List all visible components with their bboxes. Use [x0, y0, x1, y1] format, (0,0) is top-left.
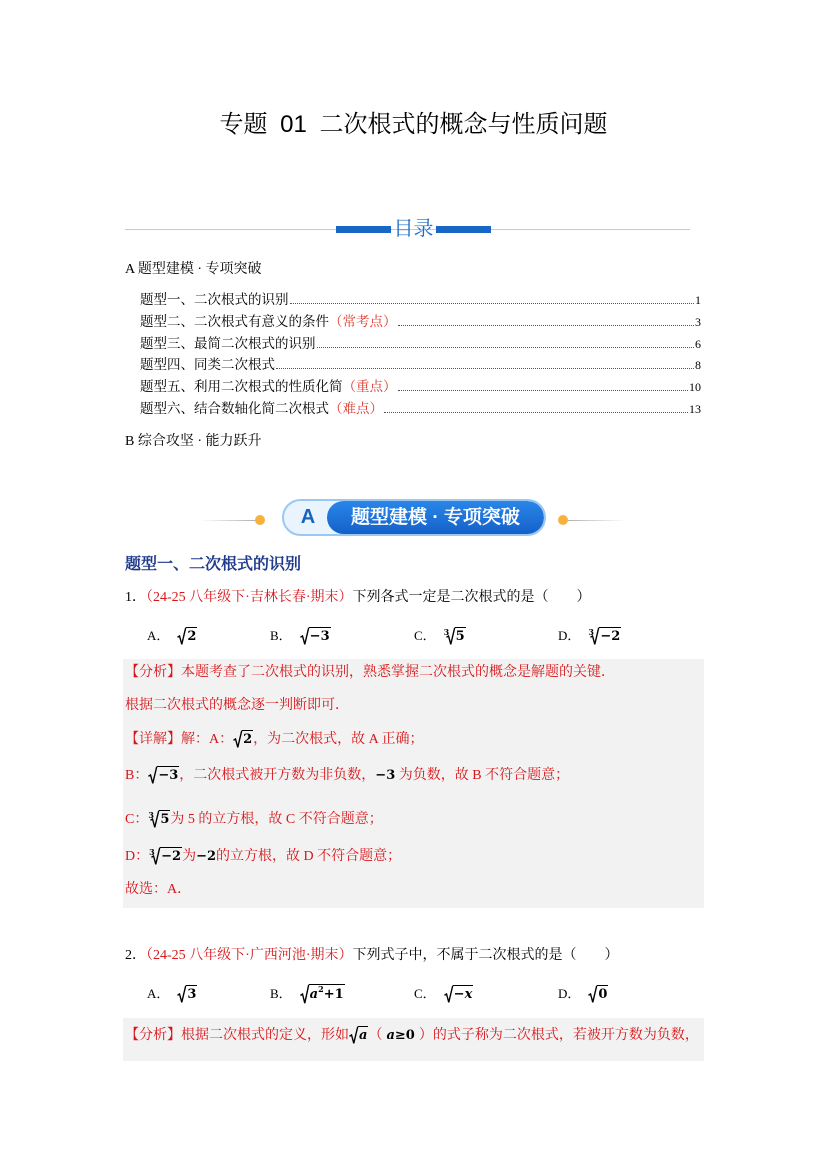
- toc-leader: [398, 325, 695, 326]
- toc-item-label: 题型四、同类二次根式: [140, 357, 275, 373]
- option-b: [270, 624, 331, 648]
- toc-item-6[interactable]: [140, 398, 701, 420]
- detail-step-c: [125, 810, 383, 830]
- banner-line-right: [568, 520, 626, 521]
- radicand-tail: +1: [323, 987, 344, 1002]
- radicand: −2: [600, 629, 621, 644]
- radical-sign-icon: [177, 627, 186, 645]
- square-root-expression: [177, 985, 197, 1003]
- toc-item-tag: （难点）: [329, 400, 383, 416]
- banner-letter: A: [300, 506, 316, 528]
- square-root-expression: [444, 985, 474, 1003]
- toc-leader: [290, 303, 695, 304]
- radical-sign-icon: [443, 627, 455, 645]
- toc-section-b[interactable]: B 综合攻坚 · 能力跃升: [125, 434, 262, 449]
- option-letter: A．: [147, 628, 170, 643]
- toc-item-label: 题型五、利用二次根式的性质化简: [140, 379, 343, 395]
- banner-text: 题型建模 · 专项突破: [351, 507, 520, 528]
- radicand: −3: [158, 768, 179, 783]
- root-index: 3: [149, 847, 155, 857]
- question-source: （24-25 八年级下·吉林长春·期末）: [146, 590, 353, 605]
- cube-root-expression: [149, 847, 182, 865]
- square-root-expression: [148, 766, 179, 784]
- radical-sign-icon: [444, 985, 453, 1003]
- radical-sign-icon: [300, 627, 309, 645]
- option-letter: B．: [270, 986, 292, 1001]
- radicand: 2: [187, 629, 197, 644]
- toc-item-label: 题型二、二次根式有意义的条件: [140, 313, 329, 329]
- toc-item-3[interactable]: [140, 333, 701, 355]
- math-variable: a: [309, 987, 319, 1002]
- toc-leader: [276, 368, 694, 369]
- answer-line: 故选：A．: [125, 882, 192, 897]
- step-tail: 的立方根，故 D 不符合题意；: [216, 849, 402, 864]
- toc-list: [140, 289, 701, 420]
- cube-root-expression: [148, 810, 170, 828]
- toc-item-page: 3: [695, 314, 701, 329]
- toc-item-tag: （常考点）: [329, 313, 397, 329]
- square-root-expression: [233, 730, 253, 748]
- radicand: 5: [160, 812, 170, 827]
- radical-sign-icon: [588, 985, 597, 1003]
- analysis-tag: 【分析】: [125, 1028, 181, 1043]
- step-lead: D：: [125, 849, 150, 864]
- question-number: 1．: [125, 590, 146, 605]
- option-letter: A．: [147, 986, 170, 1001]
- option-letter: C．: [414, 986, 436, 1001]
- radicand: 3: [187, 987, 197, 1002]
- detail-step-b: [125, 766, 569, 786]
- solution-box-2: [123, 1018, 704, 1061]
- step-tail: ，为二次根式，故 A 正确；: [253, 732, 424, 747]
- banner-dot-left: [255, 515, 265, 525]
- cube-root-expression: [588, 627, 621, 645]
- root-index: 3: [588, 627, 594, 637]
- toc-header: [125, 213, 690, 245]
- detail-tag: 【详解】: [125, 732, 181, 747]
- toc-heading: 目录: [393, 218, 434, 240]
- radicand: 2: [243, 732, 253, 747]
- toc-leader: [317, 347, 695, 348]
- radical-sign-icon: [300, 984, 309, 1004]
- toc-item-4[interactable]: [140, 354, 701, 376]
- page-title: 专题 01 二次根式的概念与性质问题: [219, 111, 608, 138]
- question-source: （24-25 八年级下·广西河池·期末）: [146, 948, 353, 963]
- toc-bar-right: [436, 226, 491, 233]
- root-index: 3: [443, 627, 450, 637]
- radicand: [358, 1026, 368, 1044]
- condition-close: ）: [418, 1028, 433, 1043]
- condition-open: （: [368, 1028, 383, 1043]
- radical-sign-icon: [151, 847, 160, 865]
- toc-item-page: 10: [689, 380, 701, 395]
- analysis-lead: 根据二次根式的定义，形如: [181, 1028, 349, 1043]
- detail-step-a: [125, 730, 424, 750]
- solution-box-1: [123, 659, 704, 908]
- option-c: [414, 982, 473, 1006]
- question-2-stem: [125, 946, 619, 966]
- radicand: −2: [161, 849, 182, 864]
- toc-leader: [398, 390, 689, 391]
- option-d: [558, 982, 608, 1006]
- toc-item-5[interactable]: [140, 376, 701, 398]
- question-text: 下列式子中，不属于二次根式的是（ ）: [352, 948, 619, 963]
- math-value: −2: [196, 849, 217, 864]
- section-banner: [282, 499, 546, 536]
- condition-expression: [386, 1028, 414, 1043]
- condition-rest: ≥0: [394, 1028, 415, 1043]
- question-text: 下列各式一定是二次根式的是（ ）: [352, 590, 591, 605]
- topic-title: 题型一、二次根式的识别: [125, 556, 302, 573]
- step-tail: 为负数，故 B 不符合题意；: [395, 768, 570, 783]
- math-variable: x: [464, 987, 473, 1002]
- step-lead: B：: [125, 768, 149, 783]
- toc-item-label: 题型三、最简二次根式的识别: [140, 335, 316, 351]
- toc-item-page: 13: [689, 401, 701, 416]
- radicand-sign: −: [453, 987, 465, 1002]
- analysis-tail: 的式子称为二次根式，若被开方数为负数，: [432, 1028, 699, 1043]
- math-variable: a: [359, 1028, 368, 1043]
- toc-item-page: 6: [695, 336, 701, 351]
- option-letter: C．: [414, 628, 436, 643]
- analysis-line-2: 根据二次根式的概念逐一判断即可．: [125, 698, 349, 713]
- banner-dot-right: [558, 515, 568, 525]
- toc-item-1[interactable]: [140, 289, 701, 311]
- step-tail: 为 5 的立方根，故 C 不符合题意；: [170, 812, 383, 827]
- option-c: [414, 624, 466, 648]
- option-a: [147, 982, 197, 1006]
- banner-line-left: [200, 520, 256, 521]
- detail-step-d: [125, 847, 401, 867]
- radicand: −3: [309, 629, 330, 644]
- radicand: [453, 985, 474, 1003]
- option-b: [270, 982, 345, 1006]
- square-root-expression: [300, 627, 331, 645]
- math-value: −3: [375, 768, 396, 783]
- math-variable: a: [386, 1028, 395, 1043]
- analysis-tag: 【分析】: [125, 665, 181, 680]
- square-root-expression: [177, 627, 197, 645]
- toc-item-2[interactable]: [140, 311, 701, 333]
- radicand: [309, 984, 345, 1004]
- option-letter: D．: [558, 628, 581, 643]
- toc-leader: [384, 412, 688, 413]
- radicand: 0: [598, 987, 608, 1002]
- analysis-text: 本题考查了二次根式的识别，熟悉掌握二次根式的概念是解题的关键．: [181, 665, 615, 680]
- toc-item-tag: （重点）: [342, 379, 397, 395]
- analysis-line: [125, 1026, 699, 1046]
- step-lead: C：: [125, 812, 149, 827]
- step-mid: 为: [182, 849, 197, 864]
- root-index: 3: [148, 810, 154, 820]
- option-letter: D．: [558, 986, 581, 1001]
- radical-sign-icon: [148, 766, 157, 784]
- option-letter: B．: [270, 628, 292, 643]
- exponent: 2: [318, 984, 324, 994]
- radical-sign-icon: [590, 627, 599, 645]
- square-root-expression: [588, 985, 608, 1003]
- option-a: [147, 624, 197, 648]
- radical-sign-icon: [349, 1026, 358, 1044]
- radical-sign-icon: [233, 730, 242, 748]
- question-1-stem: [125, 588, 591, 608]
- analysis-line: [125, 663, 615, 683]
- toc-section-a[interactable]: A 题型建模 · 专项突破: [125, 262, 262, 277]
- cube-root-expression: [444, 627, 466, 645]
- toc-item-page: 1: [695, 293, 701, 307]
- radicand: 5: [455, 629, 465, 644]
- radical-sign-icon: [150, 810, 159, 828]
- step-mid: ，二次根式被开方数为非负数，: [179, 768, 376, 783]
- toc-item-label: 题型六、结合数轴化简二次根式: [140, 400, 329, 416]
- toc-item-page: 8: [695, 358, 701, 373]
- toc-item-label: 题型一、二次根式的识别: [140, 292, 289, 307]
- question-number: 2．: [125, 948, 146, 963]
- banner-fill: [327, 501, 544, 534]
- step-lead: 解：A：: [181, 732, 234, 747]
- square-root-expression: [300, 984, 345, 1004]
- option-d: [558, 624, 621, 648]
- toc-bar-left: [336, 226, 391, 233]
- square-root-expression: [349, 1026, 368, 1044]
- radical-sign-icon: [177, 985, 186, 1003]
